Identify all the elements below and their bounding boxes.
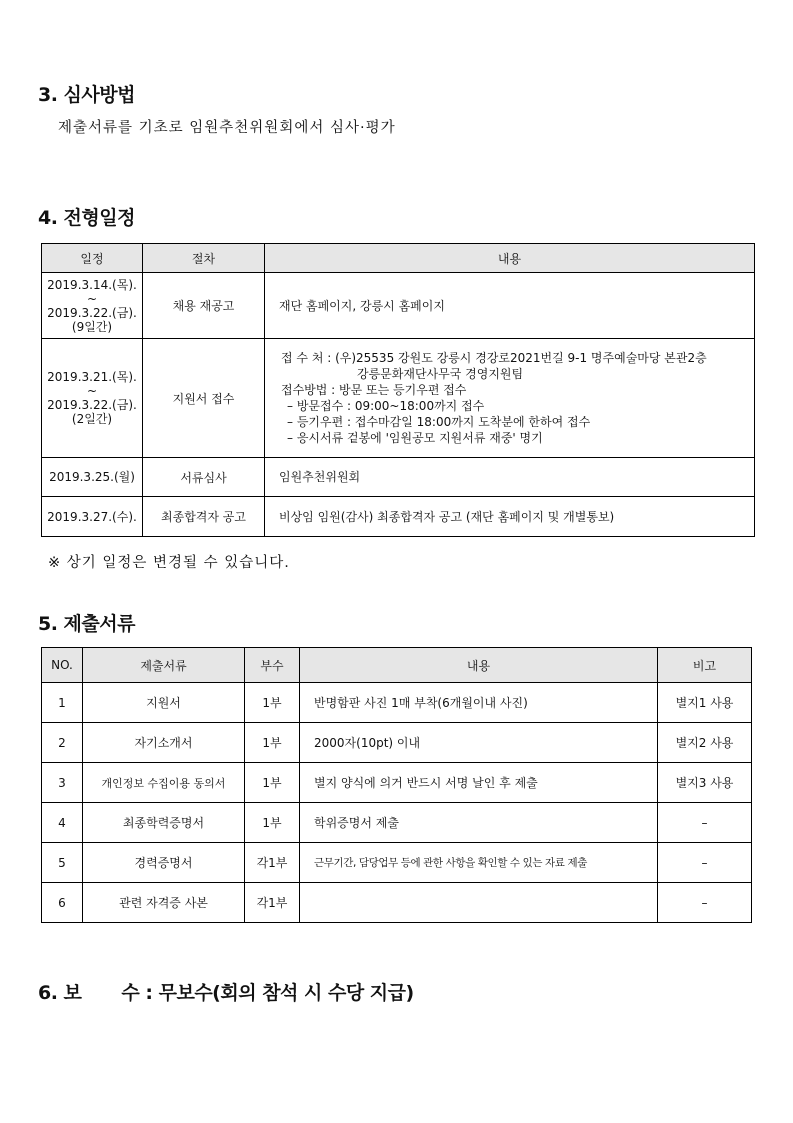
documents-table bbox=[41, 647, 752, 923]
doc-no-cell: 4 bbox=[42, 803, 83, 843]
doc-content-cell: 근무기간, 담당업무 등에 관한 사항을 확인할 수 있는 자료 제출 bbox=[300, 843, 658, 883]
section-5-title: 5. 제출서류 bbox=[38, 613, 135, 635]
schedule-date-cell bbox=[42, 273, 143, 339]
schedule-step-cell: 지원서 접수 bbox=[143, 339, 265, 458]
doc-remark-cell: 별지2 사용 bbox=[658, 723, 752, 763]
date-line: (2일간) bbox=[71, 412, 113, 426]
doc-qty-cell: 1부 bbox=[245, 803, 300, 843]
schedule-table bbox=[41, 243, 755, 537]
doc-name-cell: 지원서 bbox=[83, 683, 245, 723]
documents-header-doc: 제출서류 bbox=[83, 648, 245, 683]
content-line: 접 수 처 : (우)25535 강원도 강릉시 경강로2021번길 9-1 명주예술마당 본관2층 bbox=[281, 351, 707, 365]
table-row bbox=[42, 843, 752, 883]
schedule-header-content: 내용 bbox=[265, 244, 755, 273]
doc-name-cell: 최종학력증명서 bbox=[83, 803, 245, 843]
doc-remark-cell: – bbox=[658, 843, 752, 883]
date-line: 2019.3.25.(월) bbox=[49, 470, 135, 484]
schedule-note: ※ 상기 일정은 변경될 수 있습니다. bbox=[48, 555, 290, 571]
doc-no-cell: 2 bbox=[42, 723, 83, 763]
table-row bbox=[42, 883, 752, 923]
date-line: ~ bbox=[86, 384, 98, 398]
documents-header-row bbox=[42, 648, 752, 683]
schedule-content-cell bbox=[265, 458, 755, 497]
content-line: 재단 홈페이지, 강릉시 홈페이지 bbox=[279, 298, 445, 313]
schedule-header-row bbox=[42, 244, 755, 273]
date-line: 2019.3.22.(금). bbox=[47, 398, 137, 412]
doc-content-cell: 학위증명서 제출 bbox=[300, 803, 658, 843]
doc-remark-cell: – bbox=[658, 883, 752, 923]
doc-no-cell: 3 bbox=[42, 763, 83, 803]
date-line: 2019.3.21.(목). bbox=[47, 370, 137, 384]
doc-no-cell: 1 bbox=[42, 683, 83, 723]
table-row bbox=[42, 683, 752, 723]
documents-header-content: 내용 bbox=[300, 648, 658, 683]
schedule-content-cell bbox=[265, 273, 755, 339]
doc-qty-cell: 각1부 bbox=[245, 883, 300, 923]
schedule-row bbox=[42, 273, 755, 339]
schedule-header-date: 일정 bbox=[42, 244, 143, 273]
doc-name-cell: 개인정보 수집이용 동의서 bbox=[83, 763, 245, 803]
doc-remark-cell: 별지3 사용 bbox=[658, 763, 752, 803]
schedule-row bbox=[42, 497, 755, 537]
date-line: (9일간) bbox=[71, 319, 113, 334]
doc-no-cell: 6 bbox=[42, 883, 83, 923]
table-row bbox=[42, 763, 752, 803]
doc-content-cell: 별지 양식에 의거 반드시 서명 날인 후 제출 bbox=[300, 763, 658, 803]
doc-name-cell: 경력증명서 bbox=[83, 843, 245, 883]
date-line: 2019.3.27.(수). bbox=[47, 509, 137, 524]
date-line: 2019.3.14.(목). bbox=[47, 277, 137, 292]
schedule-row bbox=[42, 458, 755, 497]
schedule-content-cell bbox=[265, 339, 755, 458]
table-row bbox=[42, 803, 752, 843]
documents-header-qty: 부수 bbox=[245, 648, 300, 683]
doc-no-cell: 5 bbox=[42, 843, 83, 883]
schedule-header-step: 절차 bbox=[143, 244, 265, 273]
section-3-title: 3. 심사방법 bbox=[38, 84, 135, 106]
schedule-content-cell bbox=[265, 497, 755, 537]
documents-header-remark: 비고 bbox=[658, 648, 752, 683]
section-6-label: 6. 보 bbox=[38, 982, 82, 1004]
schedule-row bbox=[42, 339, 755, 458]
doc-name-cell: 자기소개서 bbox=[83, 723, 245, 763]
schedule-date-cell bbox=[42, 458, 143, 497]
section-6-title bbox=[38, 978, 414, 1005]
doc-qty-cell: 각1부 bbox=[245, 843, 300, 883]
content-line: 강릉문화재단사무국 경영지원팀 bbox=[357, 367, 524, 381]
date-line: ~ bbox=[86, 291, 98, 306]
section-3-body: 제출서류를 기초로 임원추천위원회에서 심사·평가 bbox=[58, 120, 396, 136]
schedule-step-cell: 채용 재공고 bbox=[143, 273, 265, 339]
doc-remark-cell: 별지1 사용 bbox=[658, 683, 752, 723]
section-4-title: 4. 전형일정 bbox=[38, 207, 135, 229]
date-line: 2019.3.22.(금). bbox=[47, 305, 137, 320]
schedule-step-cell: 서류심사 bbox=[143, 458, 265, 497]
content-line: – 등기우편 : 접수마감일 18:00까지 도착분에 한하여 접수 bbox=[287, 415, 591, 429]
doc-content-cell: 2000자(10pt) 이내 bbox=[300, 723, 658, 763]
content-line: 비상임 임원(감사) 최종합격자 공고 (재단 홈페이지 및 개별통보) bbox=[279, 509, 615, 524]
content-line: 임원추천위원회 bbox=[279, 470, 361, 484]
doc-qty-cell: 1부 bbox=[245, 723, 300, 763]
schedule-date-cell bbox=[42, 497, 143, 537]
doc-qty-cell: 1부 bbox=[245, 683, 300, 723]
documents-header-no: NO. bbox=[42, 648, 83, 683]
doc-content-cell bbox=[300, 883, 658, 923]
doc-content-cell: 반명함판 사진 1매 부착(6개월이내 사진) bbox=[300, 683, 658, 723]
content-line: – 방문접수 : 09:00~18:00까지 접수 bbox=[287, 399, 485, 413]
doc-qty-cell: 1부 bbox=[245, 763, 300, 803]
schedule-date-cell bbox=[42, 339, 143, 458]
doc-name-cell: 관련 자격증 사본 bbox=[83, 883, 245, 923]
content-line: 접수방법 : 방문 또는 등기우편 접수 bbox=[281, 383, 467, 397]
section-6-label-2: 수 bbox=[121, 982, 140, 1004]
content-line: – 응시서류 겉봉에 '임원공모 지원서류 재중' 명기 bbox=[287, 431, 543, 445]
table-row bbox=[42, 723, 752, 763]
doc-remark-cell: – bbox=[658, 803, 752, 843]
section-6-value: : 무보수(회의 참석 시 수당 지급) bbox=[145, 982, 414, 1004]
schedule-step-cell: 최종합격자 공고 bbox=[143, 497, 265, 537]
